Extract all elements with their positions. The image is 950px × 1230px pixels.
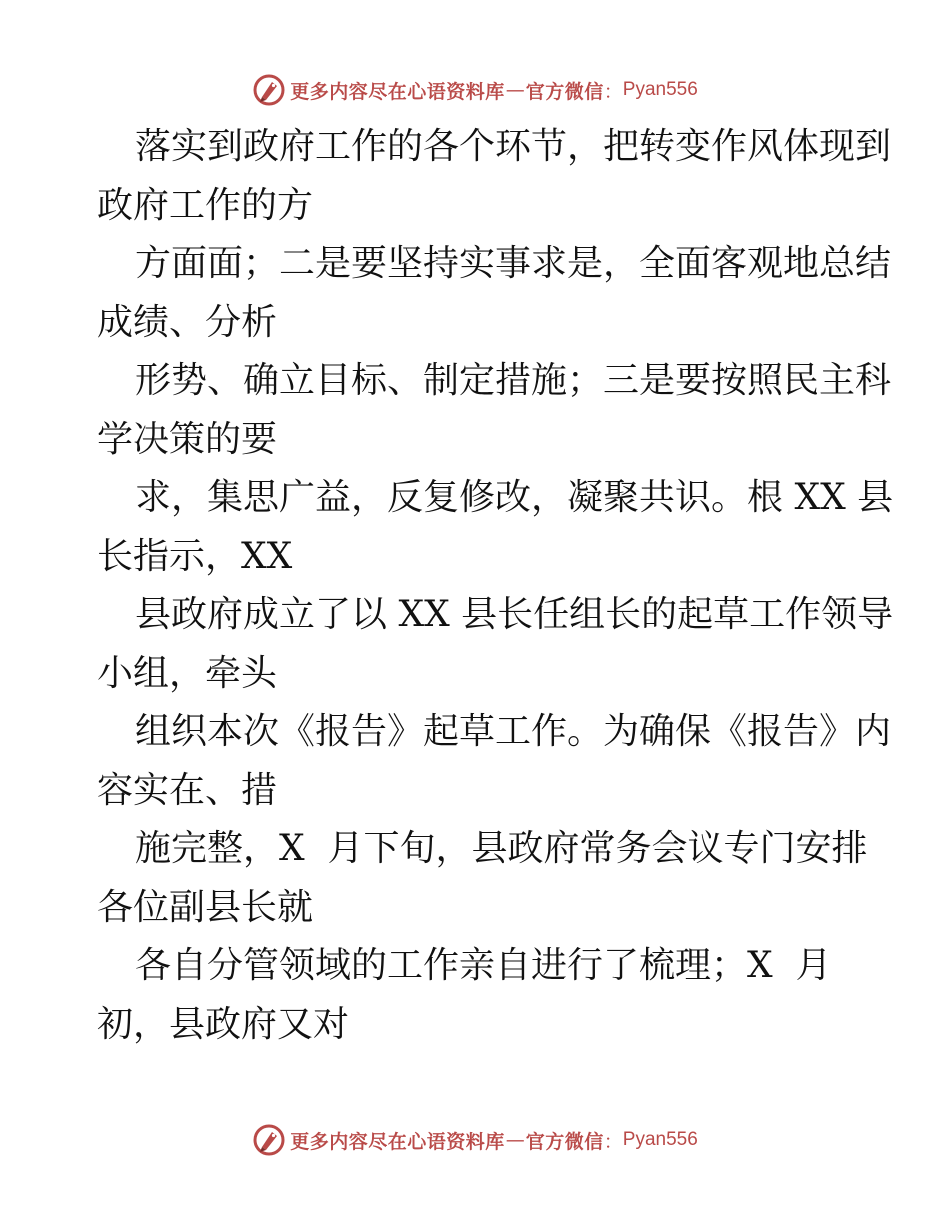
body-line: 各位副县长就 [97, 886, 314, 928]
body-line: 成绩、分析 [97, 301, 278, 343]
body-line: 小组，牵头 [97, 652, 278, 694]
body-line: 学决策的要 [97, 418, 278, 460]
body-line: 长指示，XX [97, 535, 293, 577]
header-site-text: 更多内容尽在心语资料库 [290, 80, 505, 103]
body-line: 各自分管领域的工作亲自进行了梳理；X 月 [135, 945, 832, 986]
body-line: 政府工作的方 [97, 184, 314, 226]
footer-wechat-label: 官方微信 [525, 1130, 604, 1153]
footer-site-text: 更多内容尽在心语资料库 [290, 1130, 505, 1153]
pen-logo-icon [252, 1123, 286, 1157]
header-wechat-label: 官方微信 [525, 80, 604, 103]
body-line: 容实在、措 [97, 769, 278, 811]
header-wechat-id: Pyan556 [622, 79, 698, 100]
header-separator: ： [603, 80, 623, 103]
body-line: 落实到政府工作的各个环节，把转变作风体现到 [135, 126, 892, 167]
header-dash: — [505, 79, 525, 101]
pen-logo-icon [252, 73, 286, 107]
footer-wechat-id: Pyan556 [622, 1129, 698, 1150]
body-line: 求，集思广益，反复修改，凝聚共识。根 XX 县 [135, 477, 894, 518]
document-body [97, 118, 894, 1054]
header-banner [0, 70, 950, 110]
footer-banner [0, 1120, 950, 1160]
footer-separator: ： [603, 1130, 623, 1153]
body-line: 初，县政府又对 [97, 1003, 350, 1045]
body-line: 施完整，X 月下旬，县政府常务会议专门安排 [135, 828, 868, 869]
footer-dash: — [505, 1129, 525, 1151]
body-line: 组织本次《报告》起草工作。为确保《报告》内 [135, 711, 892, 752]
body-line: 县政府成立了以 XX 县长任组长的起草工作领导 [135, 594, 894, 635]
body-line: 方面面；二是要坚持实事求是，全面客观地总结 [135, 243, 892, 284]
body-line: 形势、确立目标、制定措施；三是要按照民主科 [135, 360, 892, 401]
